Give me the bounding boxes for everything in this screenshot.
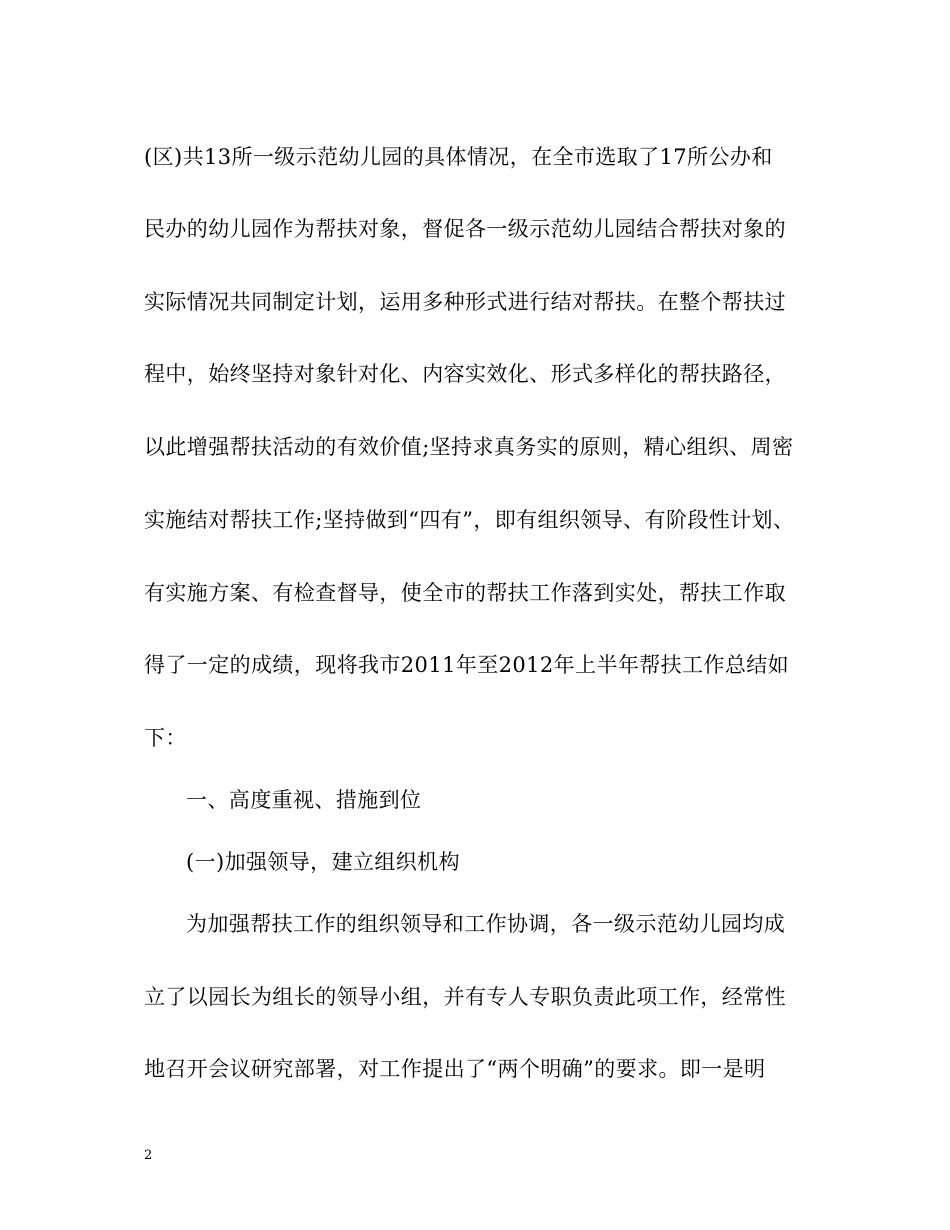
section-heading: 一、高度重视、措施到位 <box>186 788 422 812</box>
page-number: 2 <box>144 1148 153 1163</box>
body-text-line: 以此增强帮扶活动的有效价值;坚持求真务实的原则，精心组织、周密 <box>144 435 794 459</box>
body-text-line: 民办的幼儿园作为帮扶对象，督促各一级示范幼儿园结合帮扶对象的 <box>144 217 786 241</box>
body-text-line: 立了以园长为组长的领导小组，并有专人专职负责此项工作，经常性 <box>144 985 786 1009</box>
subsection-heading: (一)加强领导，建立组织机构 <box>186 850 460 874</box>
body-text-line: 下： <box>144 726 187 750</box>
body-text-line: 实施结对帮扶工作;坚持做到“四有”，即有组织领导、有阶段性计划、 <box>144 508 795 532</box>
body-text-line: 地召开会议研究部署，对工作提出了“两个明确”的要求。即一是明 <box>144 1057 766 1081</box>
body-text-line: 程中，始终坚持对象针对化、内容实效化、形式多样化的帮扶路径， <box>144 362 786 386</box>
body-text-line: 有实施方案、有检查督导，使全市的帮扶工作落到实处，帮扶工作取 <box>144 581 786 605</box>
body-text-line: (区)共13所一级示范幼儿园的具体情况，在全市选取了17所公办和 <box>144 145 773 169</box>
body-text-line: 得了一定的成绩，现将我市2011年至2012年上半年帮扶工作总结如 <box>144 653 790 677</box>
paragraph-start-line: 为加强帮扶工作的组织领导和工作协调，各一级示范幼儿园均成 <box>186 912 786 936</box>
body-text-line: 实际情况共同制定计划，运用多种形式进行结对帮扶。在整个帮扶过 <box>144 290 786 314</box>
